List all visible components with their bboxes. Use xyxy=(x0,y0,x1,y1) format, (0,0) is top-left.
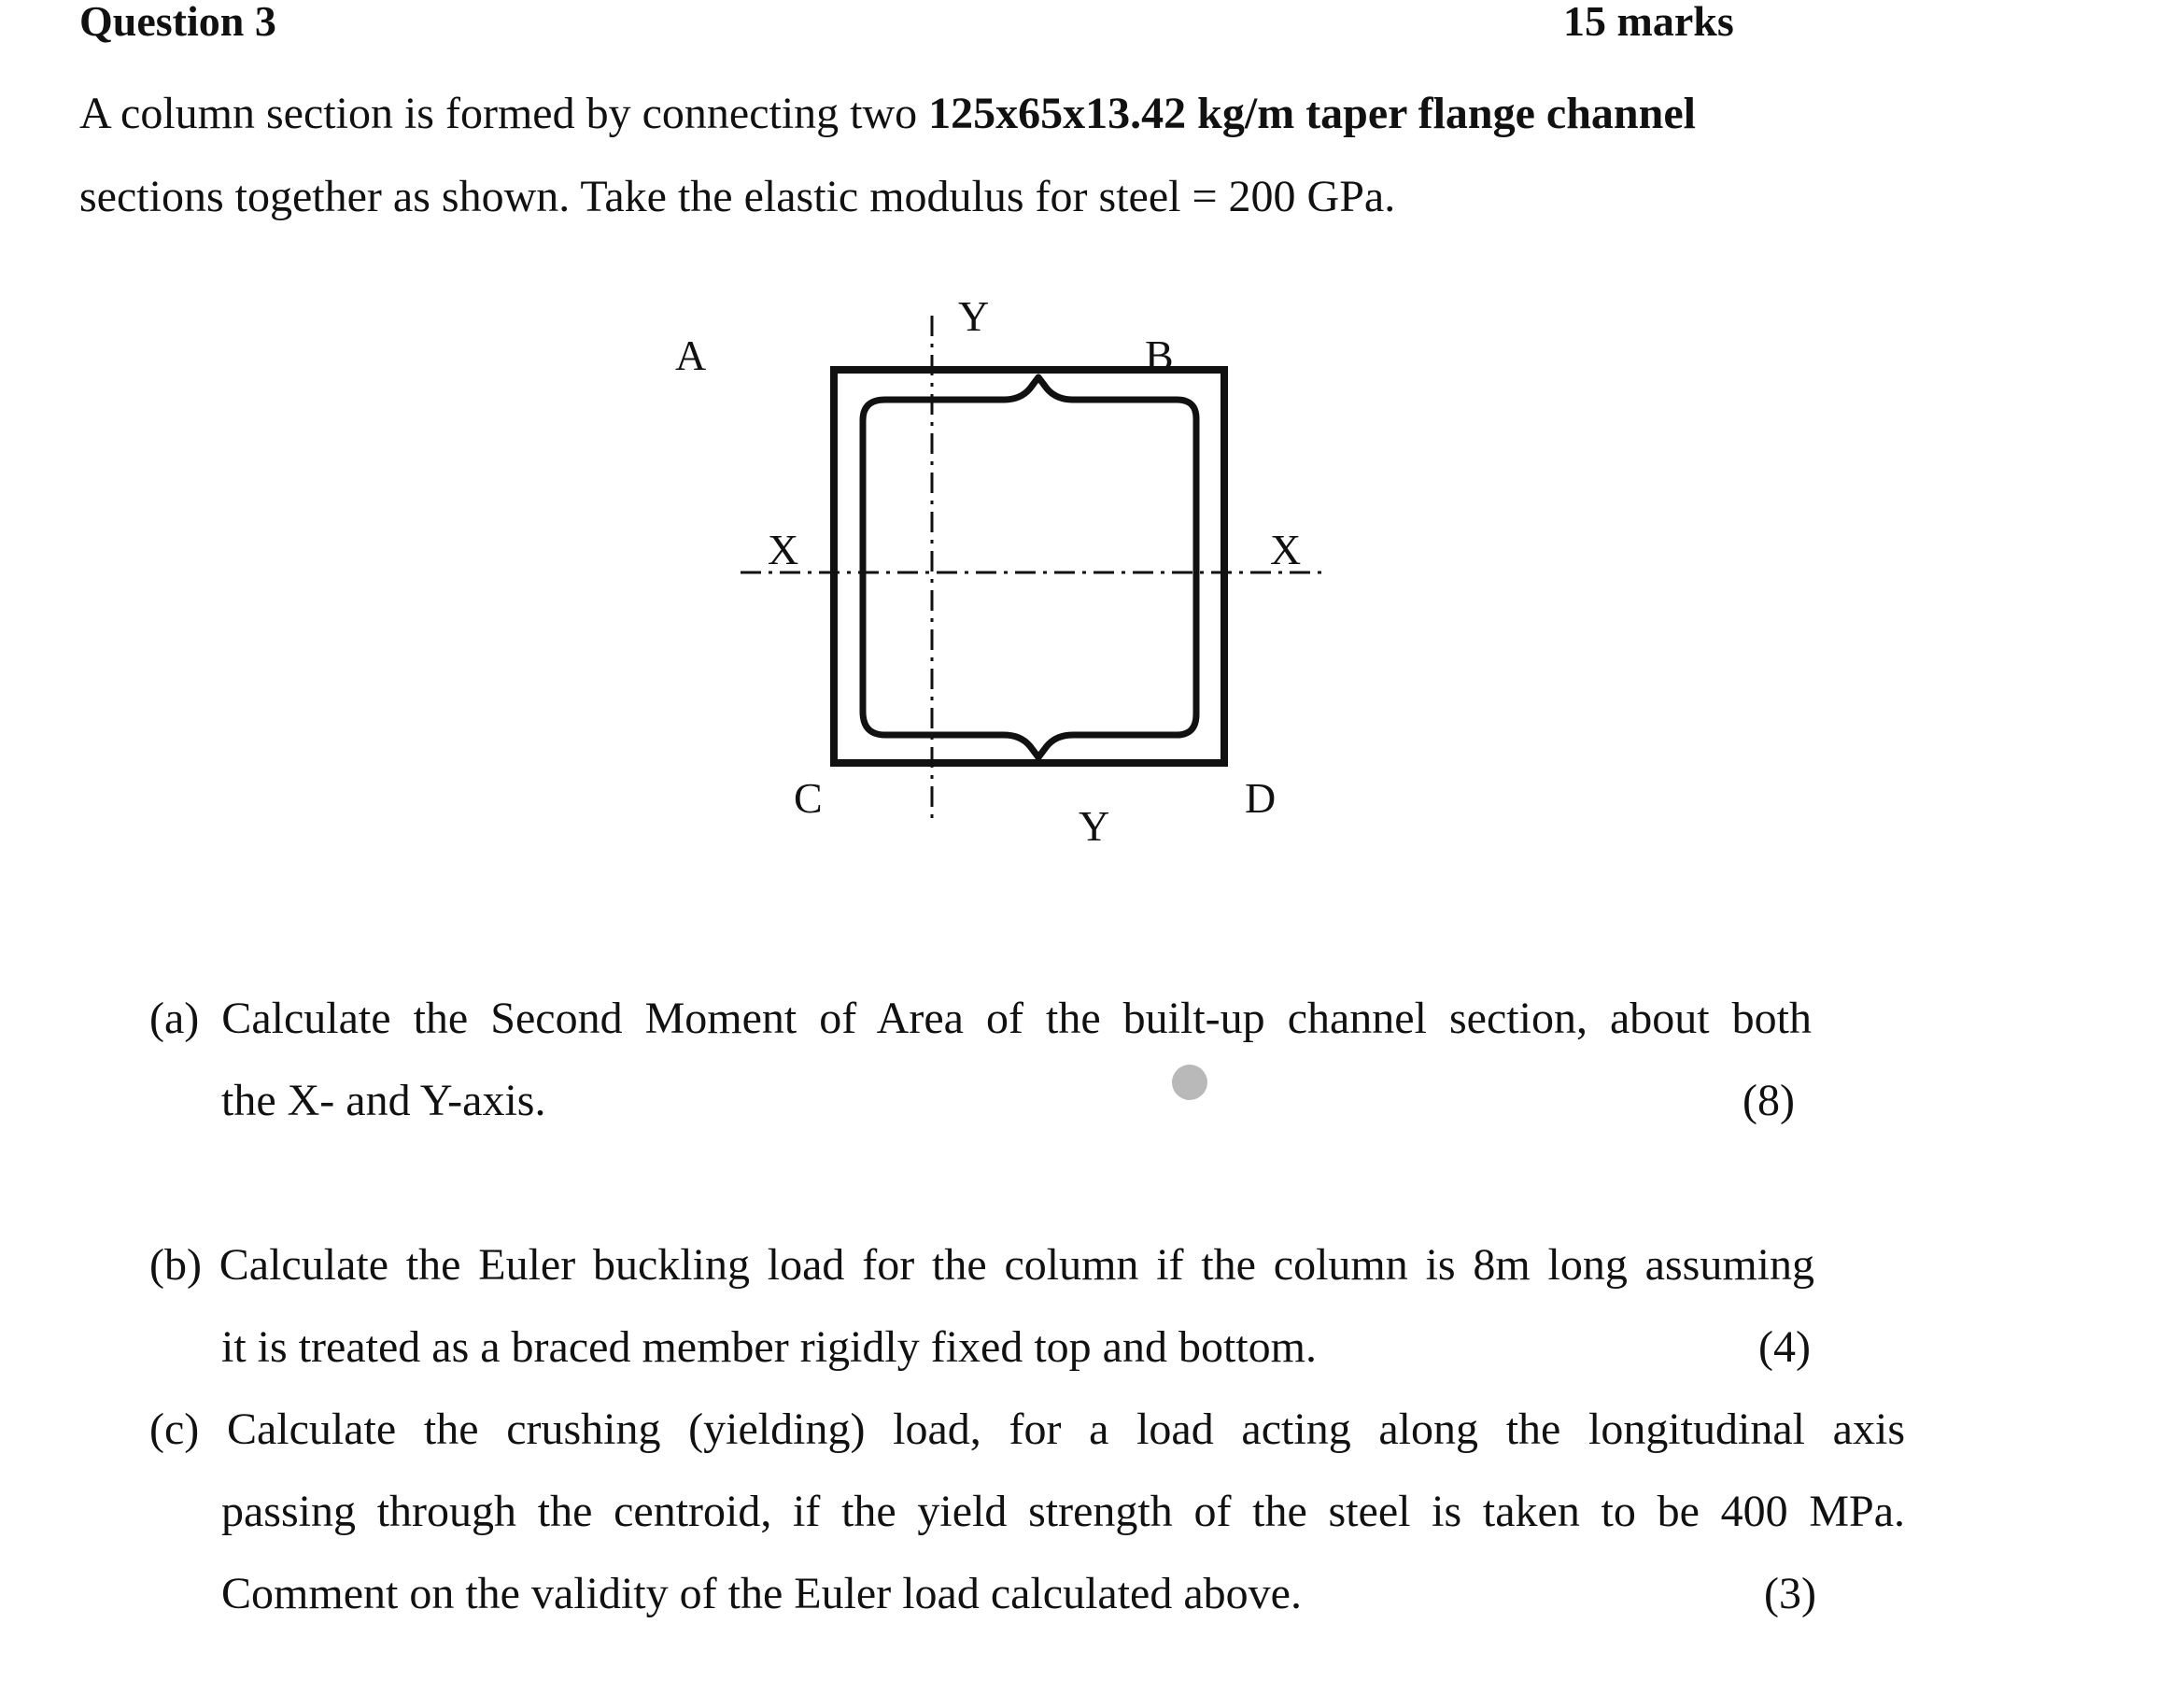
label-x-left: X xyxy=(768,526,799,573)
intro-line-1-bold: 125x65x13.42 kg/m taper flange channel xyxy=(928,89,1696,138)
question-c-line-2: passing through the centroid, if the yield strength of the steel is taken to be 400 MPa. xyxy=(221,1487,1905,1536)
question-title: Question 3 xyxy=(79,0,276,45)
question-c-marks: (3) xyxy=(1764,1569,1816,1618)
top-channel-web xyxy=(863,377,1196,478)
label-d: D xyxy=(1245,774,1277,822)
bottom-channel-web xyxy=(863,644,1196,757)
question-a-line-1: (a) Calculate the Second Moment of Area of the built-up channel section, about both xyxy=(149,994,1812,1043)
question-a-marks: (8) xyxy=(1743,1076,1795,1125)
question-c-line-1: (c) Calculate the crushing (yielding) load, for a load acting along the longitudinal axis xyxy=(149,1405,1905,1454)
label-b: B xyxy=(1145,332,1174,379)
intro-line-1-text: A column section is formed by connecting two xyxy=(79,89,929,138)
label-x-right: X xyxy=(1270,526,1302,573)
outer-box xyxy=(834,370,1224,763)
label-a: A xyxy=(675,332,707,379)
question-b-line-1: (b) Calculate the Euler buckling load for the column if the column is 8m long assuming xyxy=(149,1240,1814,1290)
question-a-line-2: the X- and Y-axis. xyxy=(221,1076,546,1125)
question-c-line-3: Comment on the validity of the Euler load calculated above. xyxy=(221,1569,1302,1618)
question-b-marks: (4) xyxy=(1758,1322,1811,1372)
total-marks: 15 marks xyxy=(1563,0,1734,45)
question-b-line-2: it is treated as a braced member rigidly fixed top and bottom. xyxy=(221,1322,1317,1372)
label-c: C xyxy=(794,774,823,822)
label-y-bottom: Y xyxy=(1079,802,1110,850)
label-y-top: Y xyxy=(958,292,990,340)
cursor-indicator xyxy=(1172,1065,1207,1100)
intro-line-2: sections together as shown. Take the elastic modulus for steel = 200 GPa. xyxy=(79,172,1396,221)
